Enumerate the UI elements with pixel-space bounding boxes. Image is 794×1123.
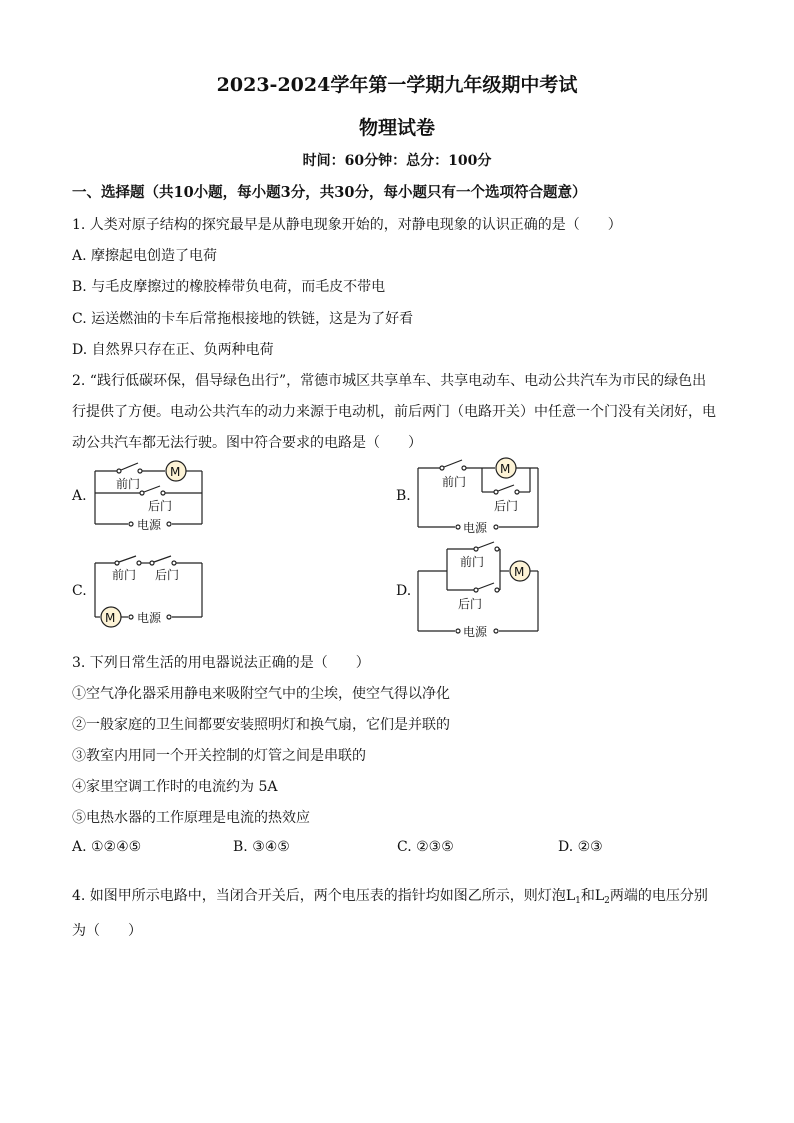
circuit-d-back-label: 后门 [458,597,483,611]
q3-statement-1: ①空气净化器采用静电来吸附空气中的尘埃，使空气得以净化 [72,686,450,702]
q4-stem-line1 [72,885,708,906]
q2-option-c-label: C. [72,583,87,599]
circuit-a [95,461,202,526]
q3-option-c: C. ②③⑤ [397,839,454,855]
lamp-l1: $L_1$ [565,888,581,906]
circuit-b [418,458,538,529]
circuit-c-power-label: 电源 [137,611,162,625]
circuit-a-power-label: 电源 [137,518,162,532]
circuit-c-motor: M [105,611,116,625]
exam-meta: 时间：60分钟：总分：100分 [302,153,492,169]
q4-text-b: 两端的电压分别 [609,888,708,904]
exam-title: 2023-2024学年第一学期九年级期中考试 [216,74,578,96]
q3-option-b: B. ③④⑤ [233,839,290,855]
circuit-a-motor: M [170,465,181,479]
circuit-d-front-label: 前门 [460,555,485,569]
q2-option-b-label: B. [396,488,411,504]
circuit-a-back-label: 后门 [148,499,173,513]
circuit-b-power-label: 电源 [463,521,488,535]
q2-stem-line2: 行提供了方便。电动公共汽车的动力来源于电动机，前后两门（电路开关）中任意一个门没有关闭好，电 [72,404,716,420]
q3-statement-3: ③教室内用同一个开关控制的灯管之间是串联的 [72,748,366,764]
circuit-b-back-label: 后门 [494,499,519,513]
q3-statement-2: ②一般家庭的卫生间都要安装照明灯和换气扇，它们是并联的 [72,717,450,733]
q1-option-a: A. 摩擦起电创造了电荷 [72,248,218,264]
q4-text-a: 4. 如图甲所示电路中，当闭合开关后，两个电压表的指针均如图乙所示，则灯泡 [72,888,566,904]
q1-option-d: D. 自然界只存在正、负两种电荷 [72,342,274,358]
q2-stem-line1: 2. “践行低碳环保，倡导绿色出行”，常德市城区共享单车、共享电动车、电动公共汽车为市民的绿色出 [72,373,707,389]
circuit-a-front-label: 前门 [116,477,141,491]
q4-and: 和 [580,888,595,904]
q3-statement-4: ④家里空调工作时的电流约为 5A [72,779,278,795]
q2-option-d-label: D. [396,583,412,599]
q1-option-c: C. 运送燃油的卡车后常拖根接地的铁链，这是为了好看 [72,311,414,327]
circuit-b-front-label: 前门 [442,475,467,489]
q1-stem: 1. 人类对原子结构的探究最早是从静电现象开始的，对静电现象的认识正确的是（ ） [72,217,622,233]
lamp-l2: $L_2$ [594,888,610,906]
q2-option-a-label: A. [72,488,87,504]
q3-statement-5: ⑤电热水器的工作原理是电流的热效应 [72,810,310,826]
circuit-c-front-label: 前门 [112,568,137,582]
q1-option-b: B. 与毛皮摩擦过的橡胶棒带负电荷，而毛皮不带电 [72,279,386,295]
q4-stem-line2: 为（ ） [72,923,142,939]
q2-stem-line3: 动公共汽车都无法行驶。图中符合要求的电路是（ ） [72,435,422,451]
q3-option-a: A. ①②④⑤ [72,839,142,855]
q3-stem: 3. 下列日常生活的用电器说法正确的是（ ） [72,655,370,671]
circuit-d-power-label: 电源 [463,625,488,639]
circuit-b-motor: M [500,462,511,476]
section-heading: 一、选择题（共10小题，每小题3分，共30分，每小题只有一个选项符合题意） [72,184,587,201]
circuit-c-back-label: 后门 [155,568,180,582]
q3-option-d: D. ②③ [558,839,603,855]
circuit-d-motor: M [514,565,525,579]
exam-subject: 物理试卷 [358,117,435,139]
